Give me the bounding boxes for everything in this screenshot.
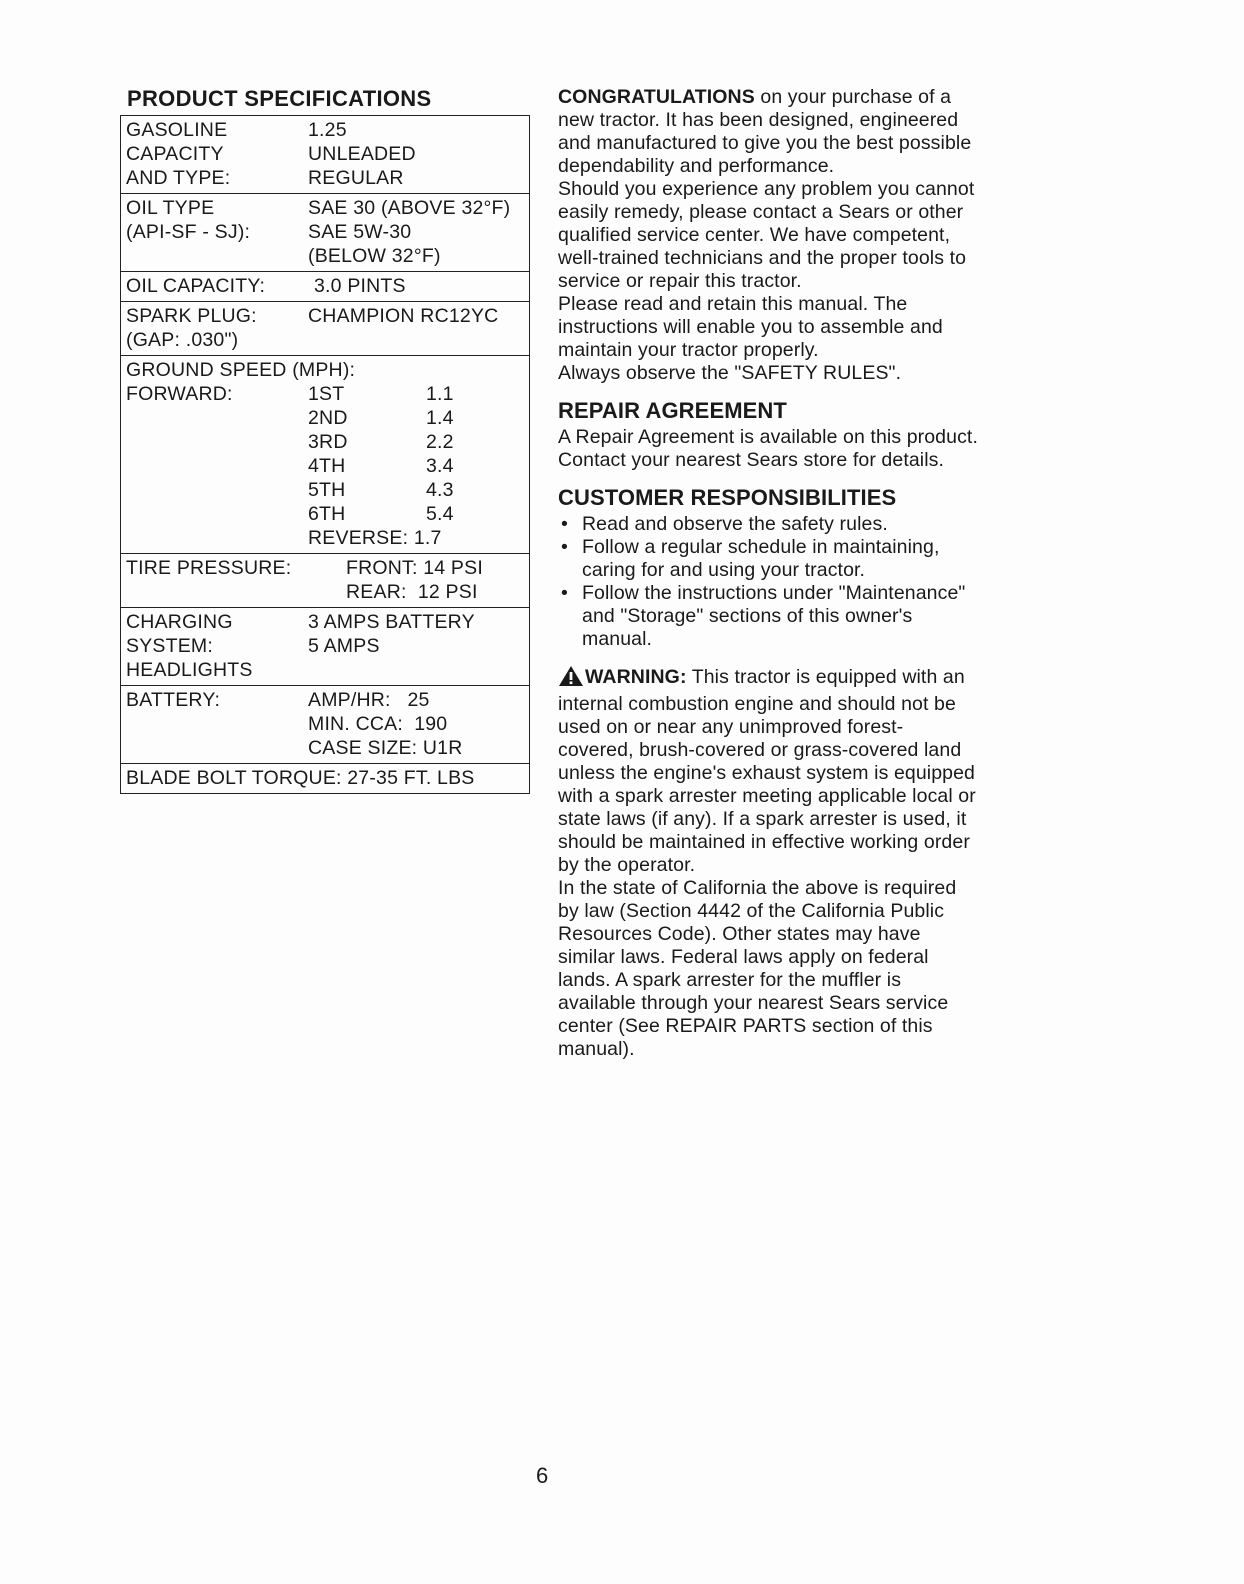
charging-label-2: SYSTEM: xyxy=(126,635,213,657)
gasoline-label-1: GASOLINE xyxy=(126,119,228,141)
battery-section xyxy=(121,685,529,763)
gear-speed: 3.4 xyxy=(426,455,454,477)
ground-speed-label: GROUND SPEED (MPH): xyxy=(126,359,356,381)
gear-name: 5TH xyxy=(308,479,346,501)
intro-paragraph-1 xyxy=(558,86,978,178)
warning-paragraph-2: In the state of California the above is required by law (Section 4442 of the California Public Resources Code). Other states may have similar laws. Federal laws apply on federal lands. A spark arrester for the muffler is available through your nearest Sears service center (See REPAIR PARTS section of this manual). xyxy=(558,877,957,1060)
gear-speed: 4.3 xyxy=(426,479,454,501)
responsibilities-list xyxy=(558,513,978,651)
ground-speed-section xyxy=(121,355,529,553)
oil-type-section xyxy=(121,193,529,271)
gear-name: 6TH xyxy=(308,503,346,525)
gasoline-label-3: AND TYPE: xyxy=(126,167,231,189)
repair-agreement-text: A Repair Agreement is available on this product. Contact your nearest Sears store for details. xyxy=(558,426,978,471)
warning-label: WARNING: xyxy=(585,666,687,688)
gear-speed: 1.1 xyxy=(426,383,454,405)
oil-type-value-3: (BELOW 32°F) xyxy=(308,245,441,267)
gear-name: 1ST xyxy=(308,383,345,405)
battery-amp-hr: AMP/HR: 25 xyxy=(308,689,430,711)
battery-case-size: CASE SIZE: U1R xyxy=(308,737,463,759)
list-item xyxy=(558,582,978,651)
gear-speed: 1.4 xyxy=(426,407,454,429)
gear-name: 3RD xyxy=(308,431,348,453)
spark-plug-value: CHAMPION RC12YC xyxy=(308,305,499,327)
spark-plug-section xyxy=(121,301,529,355)
list-item-text: Follow the instructions under "Maintenance" and "Storage" sections of this owner's manual. xyxy=(582,582,966,650)
intro-text-1: on your purchase of a new tractor. It has been designed, engineered and manufactured to give you the best possible dependability and performance. xyxy=(558,86,972,177)
oil-capacity-label: OIL CAPACITY: xyxy=(126,275,266,297)
oil-type-label-1: OIL TYPE xyxy=(126,197,215,219)
gasoline-label-2: CAPACITY xyxy=(126,143,224,165)
spec-table xyxy=(120,115,530,794)
bullet-icon: • xyxy=(561,582,568,604)
intro-column xyxy=(558,86,978,1061)
warning-text-1: This tractor is equipped with an internal combustion engine and should not be used on or near any unimproved forest-covered, brush-covered or grass-covered land unless the engine's exhaust system is equipped with a spark arrester meeting applicable local or state laws (if any). If a spark arrester is used, it should be maintained in effective working order by the operator. xyxy=(558,666,976,876)
gasoline-section xyxy=(121,116,529,193)
list-item xyxy=(558,513,978,536)
intro-paragraph-4: Always observe the "SAFETY RULES". xyxy=(558,362,902,384)
congratulations-lead: CONGRATULATIONS xyxy=(558,86,755,108)
spec-title: PRODUCT SPECIFICATIONS xyxy=(127,86,432,111)
charging-label-3: HEADLIGHTS xyxy=(126,659,253,681)
product-specifications xyxy=(120,86,532,794)
reverse-speed: REVERSE: 1.7 xyxy=(308,527,442,549)
warning-icon xyxy=(558,665,584,693)
spark-plug-gap: (GAP: .030") xyxy=(126,329,239,351)
gear-speed: 5.4 xyxy=(426,503,454,525)
bullet-icon: • xyxy=(561,536,568,558)
gear-speed: 2.2 xyxy=(426,431,454,453)
intro-paragraph-2: Should you experience any problem you cannot easily remedy, please contact a Sears or other qualified service center. We have competent, well-trained technicians and the proper tools to service or repair this tractor. xyxy=(558,178,975,292)
oil-type-value-1: SAE 30 (ABOVE 32°F) xyxy=(308,197,511,219)
gear-name: 4TH xyxy=(308,455,346,477)
blade-bolt-section xyxy=(121,763,529,793)
oil-capacity-value: 3.0 PINTS xyxy=(314,275,406,297)
tire-pressure-label: TIRE PRESSURE: xyxy=(126,557,292,579)
gasoline-value-1: 1.25 xyxy=(308,119,347,141)
warning-block xyxy=(558,665,978,1061)
warning-paragraph-1 xyxy=(558,665,978,877)
bullet-icon: • xyxy=(561,513,568,535)
list-item xyxy=(558,536,978,582)
forward-label: FORWARD: xyxy=(126,383,233,405)
battery-cca: MIN. CCA: 190 xyxy=(308,713,448,735)
gear-name: 2ND xyxy=(308,407,348,429)
gasoline-value-2: UNLEADED xyxy=(308,143,416,165)
list-item-text: Follow a regular schedule in maintaining, caring for and using your tractor. xyxy=(582,536,940,581)
page-number: 6 xyxy=(536,1463,549,1488)
charging-label-1: CHARGING xyxy=(126,611,233,633)
tire-pressure-section xyxy=(121,553,529,607)
customer-responsibilities-heading: CUSTOMER RESPONSIBILITIES xyxy=(558,485,897,510)
oil-type-value-2: SAE 5W-30 xyxy=(308,221,412,243)
blade-bolt-torque: BLADE BOLT TORQUE: 27-35 FT. LBS xyxy=(126,767,475,789)
repair-agreement-heading: REPAIR AGREEMENT xyxy=(558,398,787,423)
tire-pressure-front: FRONT: 14 PSI xyxy=(346,557,483,579)
oil-capacity-section xyxy=(121,271,529,301)
charging-section xyxy=(121,607,529,685)
gasoline-value-3: REGULAR xyxy=(308,167,404,189)
battery-label: BATTERY: xyxy=(126,689,221,711)
oil-type-label-2: (API-SF - SJ): xyxy=(126,221,251,243)
intro-paragraph-3: Please read and retain this manual. The instructions will enable you to assemble and maintain your tractor properly. xyxy=(558,293,943,361)
charging-value-1: 3 AMPS BATTERY xyxy=(308,611,475,633)
list-item-text: Read and observe the safety rules. xyxy=(582,513,888,535)
charging-value-2: 5 AMPS xyxy=(308,635,380,657)
spark-plug-label: SPARK PLUG: xyxy=(126,305,257,327)
tire-pressure-rear: REAR: 12 PSI xyxy=(346,581,478,603)
